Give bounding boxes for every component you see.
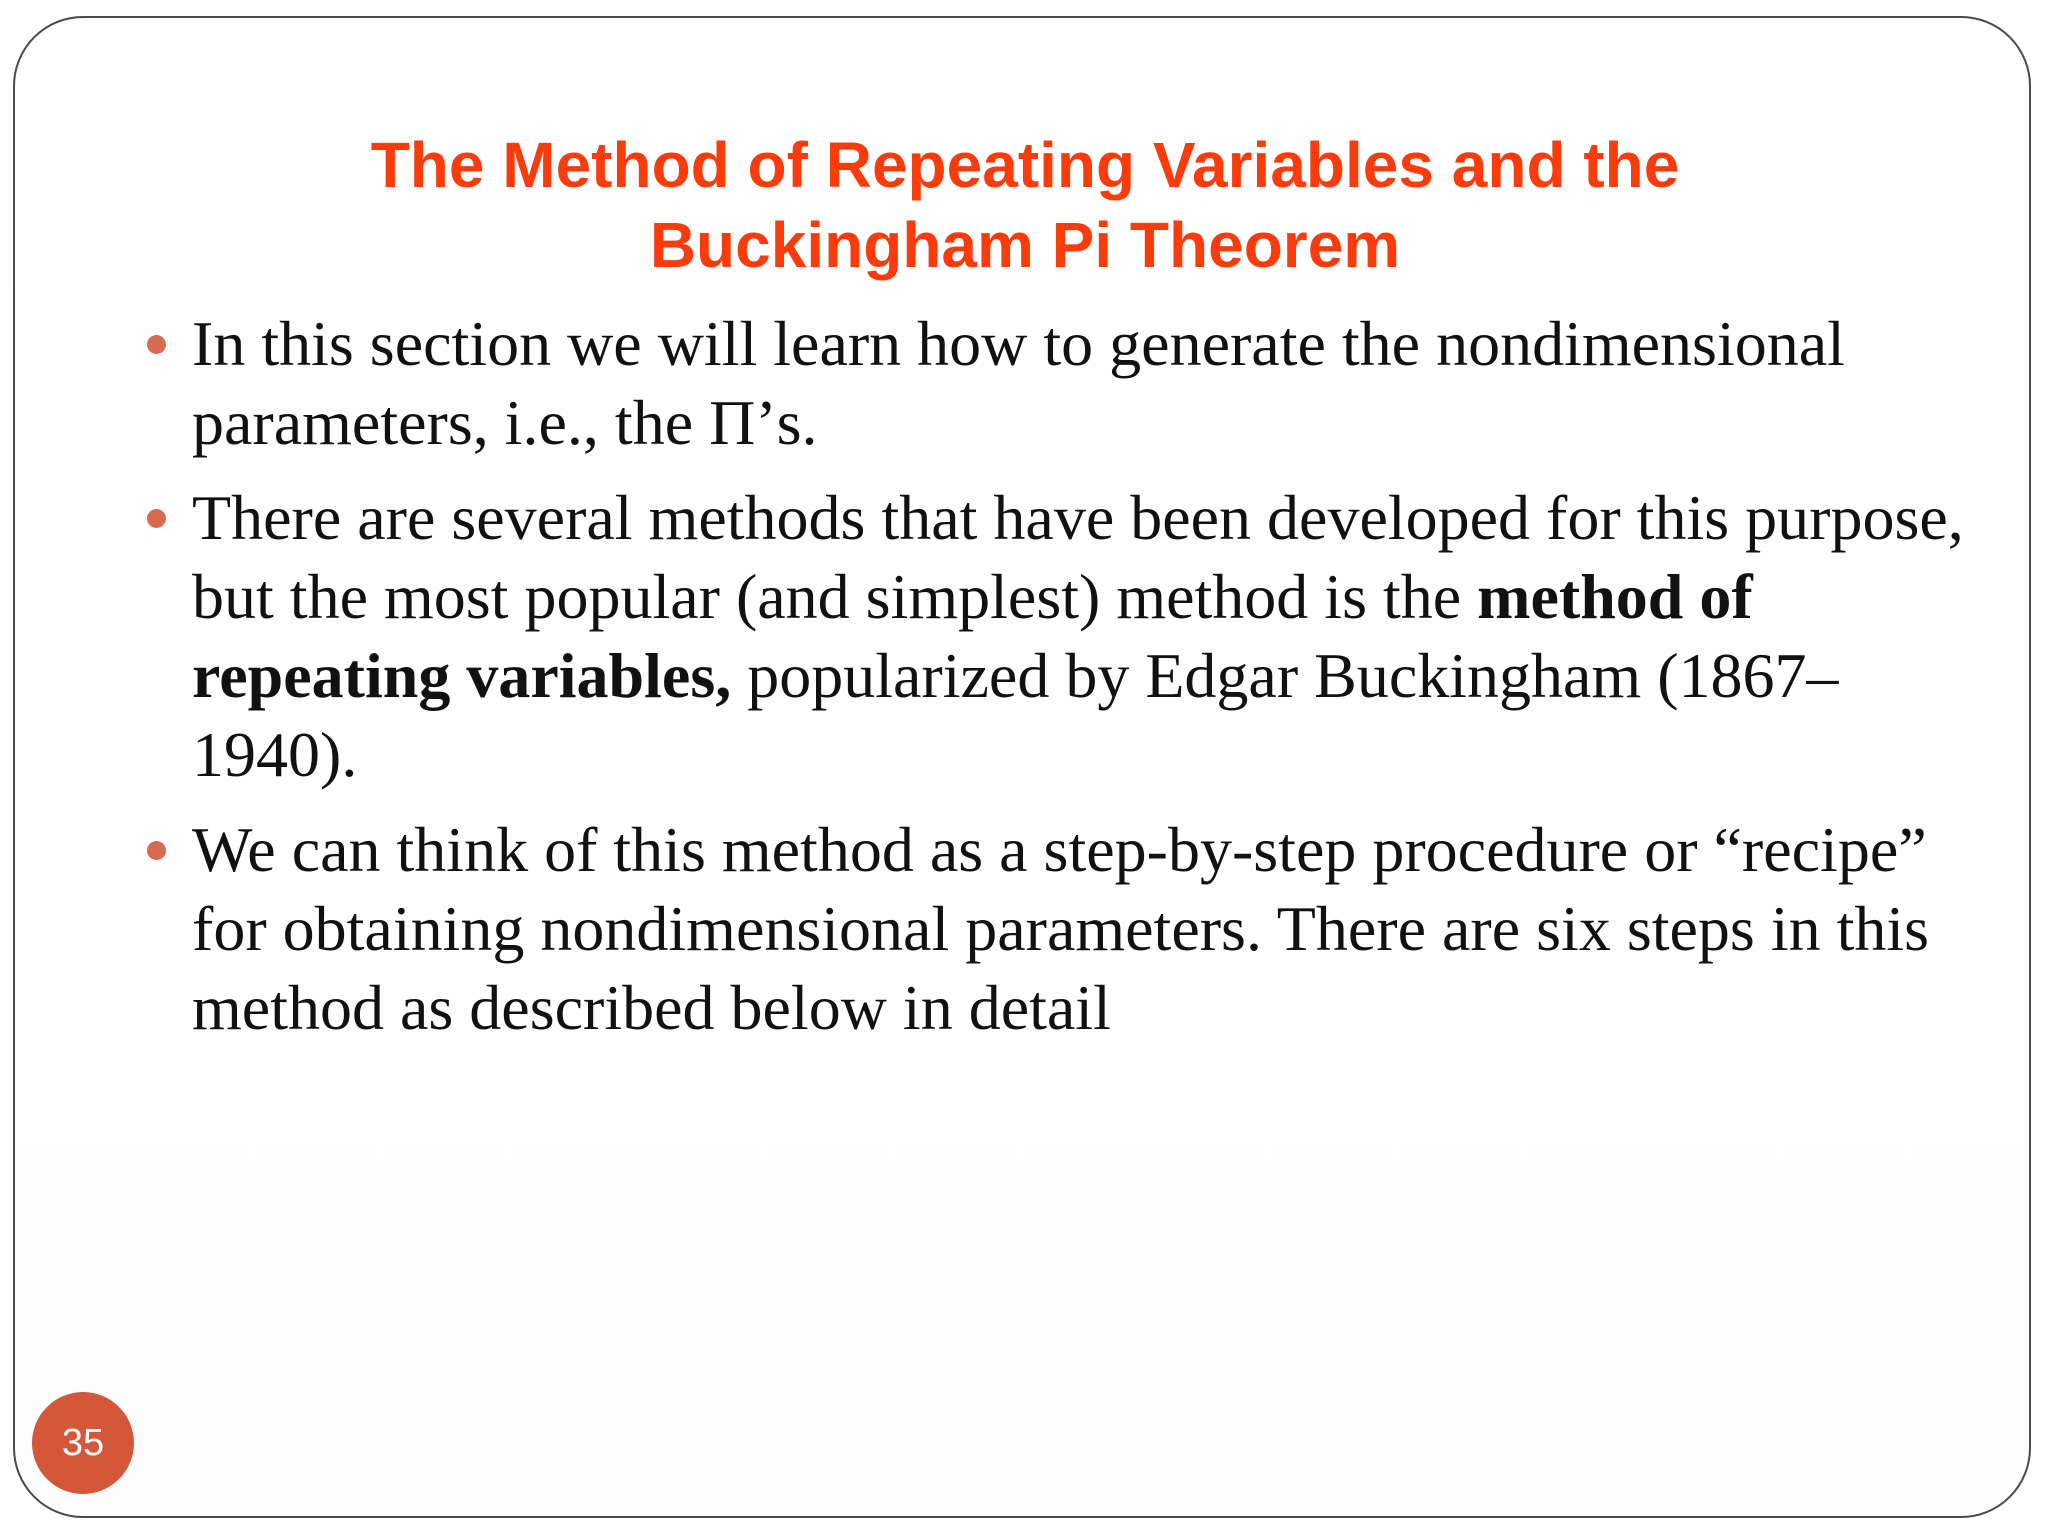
bullet-item xyxy=(192,304,1992,462)
bullet-list xyxy=(192,304,1992,1063)
bullet-item xyxy=(192,478,1992,794)
bullet-dot-icon xyxy=(147,841,166,860)
bullet-text: popularized by Edgar Buckingham (1867–1940). xyxy=(192,640,1839,790)
slide-title-line-2: Buckingham Pi Theorem xyxy=(649,208,1401,281)
bullet-item xyxy=(192,810,1992,1047)
bullet-text: In this section we will learn how to generate the nondimensional parameters, i.e., the Π’s. xyxy=(192,308,1845,458)
slide xyxy=(13,16,2031,1518)
slide-title xyxy=(13,125,2031,285)
slide-title-line-1: The Method of Repeating Variables and the xyxy=(370,128,1680,201)
bullet-text: There are several methods that have been developed for this purpose, but the most popular (and simplest) method is the xyxy=(192,482,1964,632)
bullet-text: We can think of this method as a step-by-step procedure or “recipe” for obtaining nondimensional parameters. There are six steps in this method as described below in detail xyxy=(192,814,1930,1043)
bullet-bold-term: method of repeating variables, xyxy=(192,561,1753,711)
bullet-dot-icon xyxy=(147,335,166,354)
page-number-badge: 35 xyxy=(32,1392,134,1494)
bullet-dot-icon xyxy=(147,509,166,528)
